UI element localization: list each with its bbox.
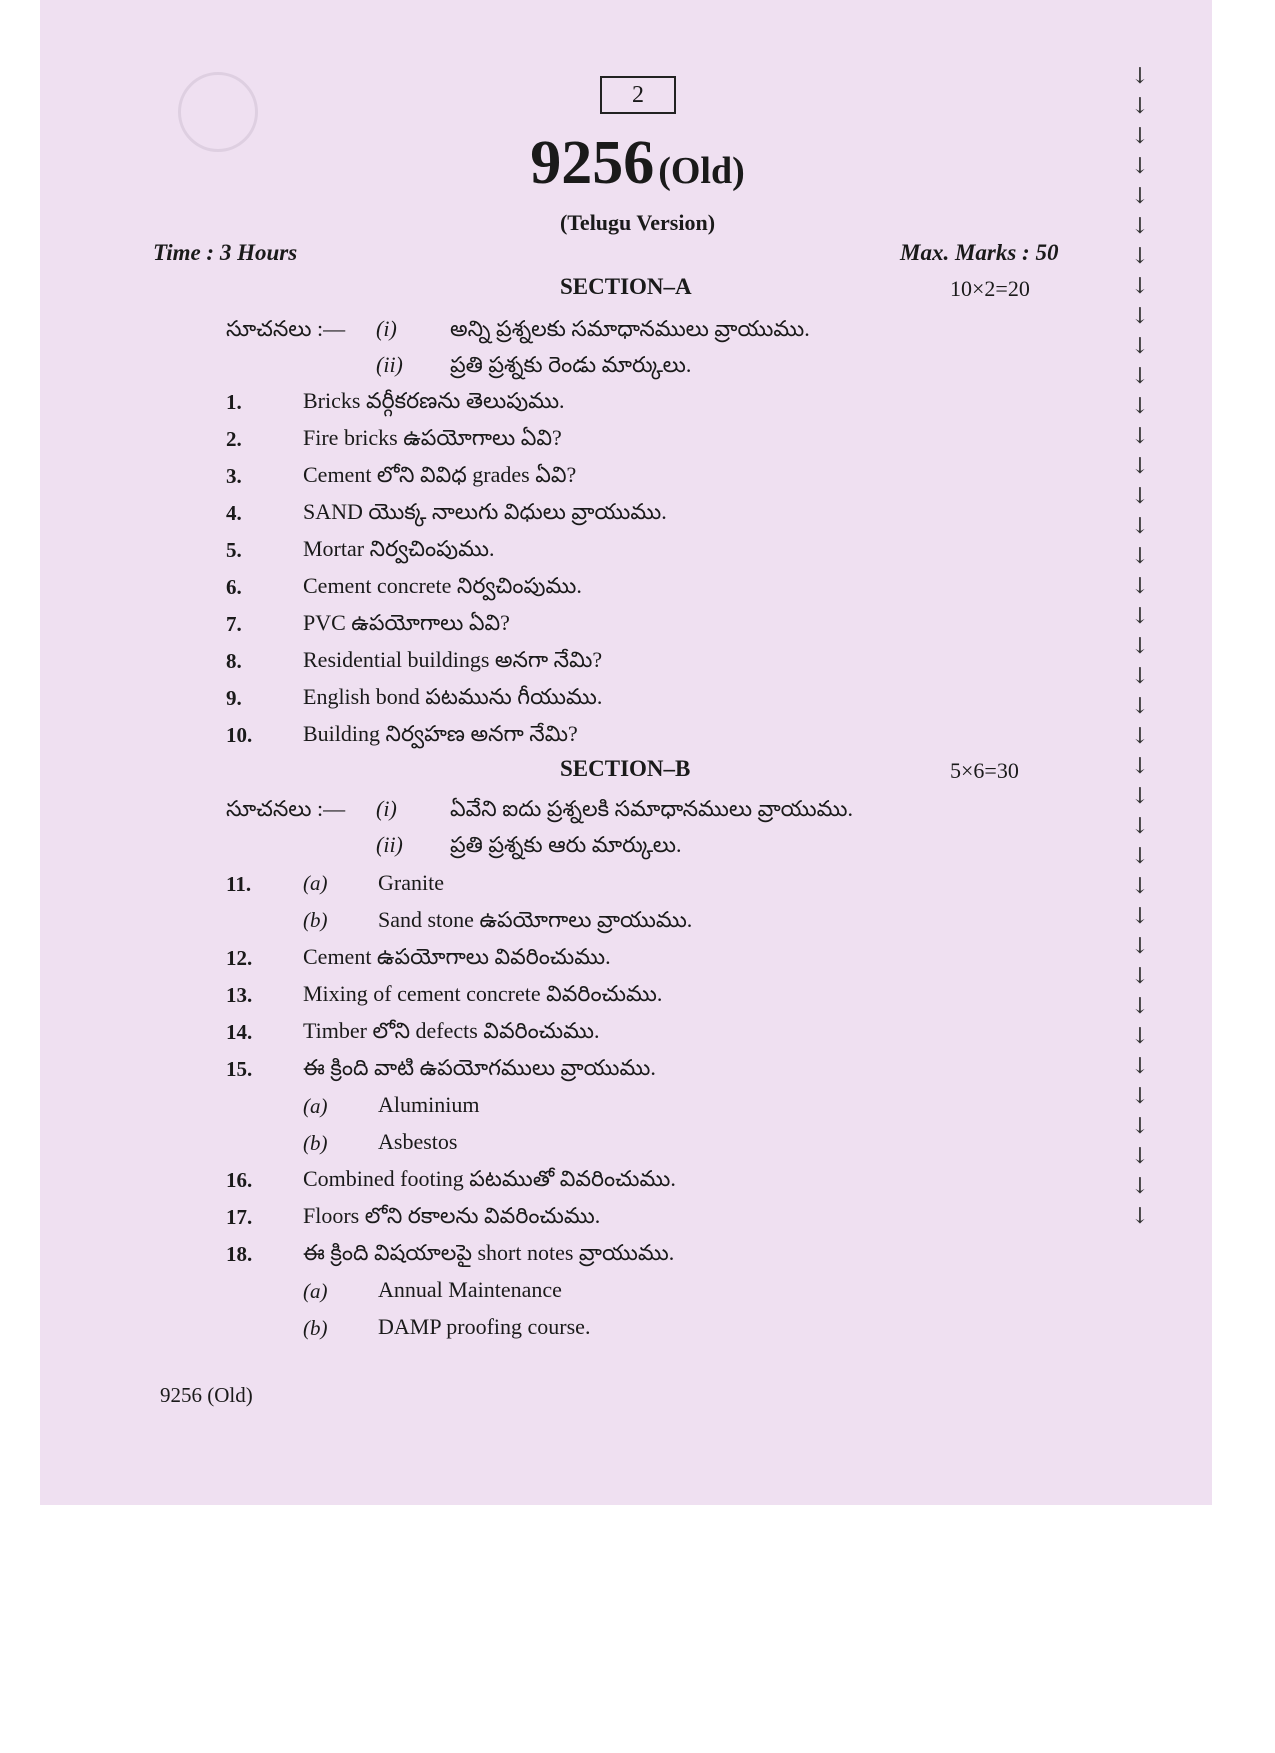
question-number: 6. <box>226 575 242 599</box>
down-arrow-icon: ↓ <box>1130 874 1150 899</box>
section-a-note-label: సూచనలు :— <box>226 316 346 341</box>
question-number: 14. <box>226 1020 253 1044</box>
section-b-note-text: ఏవేని ఐదు ప్రశ్నలకి సమాధానములు వ్రాయుము. <box>450 796 853 821</box>
down-arrow-icon: ↓ <box>1130 664 1150 689</box>
down-arrow-icon: ↓ <box>1130 184 1150 209</box>
down-arrow-icon: ↓ <box>1130 1054 1150 1079</box>
down-arrow-icon: ↓ <box>1130 544 1150 569</box>
down-arrow-icon: ↓ <box>1130 844 1150 869</box>
down-arrow-icon: ↓ <box>1130 154 1150 179</box>
down-arrow-icon: ↓ <box>1130 424 1150 449</box>
down-arrow-icon: ↓ <box>1130 754 1150 779</box>
question-text: Cement లోని వివిధ grades ఏవి? <box>303 462 577 487</box>
section-a-marks: 10×2=20 <box>950 276 1030 301</box>
down-arrow-icon: ↓ <box>1130 274 1150 299</box>
down-arrow-icon: ↓ <box>1130 394 1150 419</box>
section-a-title: SECTION–A <box>560 274 692 299</box>
question-number: 8. <box>226 649 242 673</box>
paper-code-title <box>0 128 1275 199</box>
down-arrow-icon: ↓ <box>1130 724 1150 749</box>
question-text: SAND యొక్క నాలుగు విధులు వ్రాయుము. <box>303 499 667 524</box>
down-arrow-icon: ↓ <box>1130 994 1150 1019</box>
section-a-note-text: ప్రతి ప్రశ్నకు రెండు మార్కులు. <box>450 352 692 377</box>
sub-text: Annual Maintenance <box>378 1277 562 1302</box>
sub-text: Granite <box>378 870 444 895</box>
question-text: ఈ క్రింది వాటి ఉపయోగములు వ్రాయుము. <box>303 1055 656 1080</box>
down-arrow-icon: ↓ <box>1130 1144 1150 1169</box>
down-arrow-icon: ↓ <box>1130 304 1150 329</box>
down-arrow-icon: ↓ <box>1130 454 1150 479</box>
sub-text: DAMP proofing course. <box>378 1314 591 1339</box>
down-arrow-icon: ↓ <box>1130 484 1150 509</box>
question-number: 18. <box>226 1242 253 1266</box>
question-text: ఈ క్రింది విషయాలపై short notes వ్రాయుము. <box>303 1240 675 1265</box>
page-number-box: 2 <box>600 76 676 114</box>
down-arrow-icon: ↓ <box>1130 934 1150 959</box>
down-arrow-icon: ↓ <box>1130 1174 1150 1199</box>
down-arrow-icon: ↓ <box>1130 634 1150 659</box>
time-label: Time : 3 Hours <box>153 240 298 265</box>
sub-label: (b) <box>303 908 328 932</box>
section-a-note-num: (ii) <box>376 352 403 377</box>
question-number: 10. <box>226 723 253 747</box>
section-b-note-label: సూచనలు :— <box>226 796 346 821</box>
question-text: Timber లోని defects వివరించుము. <box>303 1018 600 1043</box>
question-number: 9. <box>226 686 242 710</box>
footer-code: 9256 (Old) <box>160 1383 253 1407</box>
question-number: 4. <box>226 501 242 525</box>
down-arrow-icon: ↓ <box>1130 214 1150 239</box>
down-arrow-icon: ↓ <box>1130 574 1150 599</box>
question-text: Building నిర్వహణ అనగా నేమి? <box>303 721 578 746</box>
down-arrow-icon: ↓ <box>1130 124 1150 149</box>
down-arrow-icon: ↓ <box>1130 964 1150 989</box>
question-number: 1. <box>226 390 242 414</box>
down-arrow-icon: ↓ <box>1130 244 1150 269</box>
down-arrow-icon: ↓ <box>1130 94 1150 119</box>
margin-arrows <box>1128 62 1152 1232</box>
down-arrow-icon: ↓ <box>1130 1084 1150 1109</box>
down-arrow-icon: ↓ <box>1130 1204 1150 1229</box>
question-number: 11. <box>226 872 252 896</box>
down-arrow-icon: ↓ <box>1130 904 1150 929</box>
sub-text: Sand stone ఉపయోగాలు వ్రాయుము. <box>378 907 693 932</box>
question-text: Mixing of cement concrete వివరించుము. <box>303 981 663 1006</box>
paper-code: 9256 <box>530 129 655 197</box>
question-text: Floors లోని రకాలను వివరించుము. <box>303 1203 601 1228</box>
question-text: Combined footing పటముతో వివరించుము. <box>303 1166 676 1191</box>
question-text: Mortar నిర్వచింపుము. <box>303 536 495 561</box>
section-b-title: SECTION–B <box>560 756 691 781</box>
question-text: Cement concrete నిర్వచింపుము. <box>303 573 582 598</box>
sub-label: (a) <box>303 871 328 895</box>
version-label: (Telugu Version) <box>559 210 716 235</box>
question-number: 7. <box>226 612 242 636</box>
question-number: 12. <box>226 946 253 970</box>
question-number: 13. <box>226 983 253 1007</box>
section-b-note-text: ప్రతి ప్రశ్నకు ఆరు మార్కులు. <box>450 832 682 857</box>
question-number: 15. <box>226 1057 253 1081</box>
down-arrow-icon: ↓ <box>1130 1114 1150 1139</box>
question-text: English bond పటమును గీయుము. <box>303 684 603 709</box>
question-number: 17. <box>226 1205 253 1229</box>
down-arrow-icon: ↓ <box>1130 64 1150 89</box>
question-text: Bricks వర్గీకరణను తెలుపుము. <box>303 388 565 413</box>
down-arrow-icon: ↓ <box>1130 694 1150 719</box>
question-text: Residential buildings అనగా నేమి? <box>303 647 603 672</box>
question-number: 16. <box>226 1168 253 1192</box>
question-text: Fire bricks ఉపయోగాలు ఏవి? <box>303 425 562 450</box>
section-b-note-num: (i) <box>376 796 397 821</box>
sub-label: (a) <box>303 1279 328 1303</box>
down-arrow-icon: ↓ <box>1130 334 1150 359</box>
down-arrow-icon: ↓ <box>1130 604 1150 629</box>
down-arrow-icon: ↓ <box>1130 514 1150 539</box>
question-number: 3. <box>226 464 242 488</box>
sub-label: (a) <box>303 1094 328 1118</box>
paper-variant: (Old) <box>658 150 745 192</box>
section-a-note-text: అన్ని ప్రశ్నలకు సమాధానములు వ్రాయుము. <box>450 316 810 341</box>
down-arrow-icon: ↓ <box>1130 814 1150 839</box>
section-b-marks: 5×6=30 <box>950 758 1019 783</box>
sub-text: Asbestos <box>378 1129 458 1154</box>
question-number: 5. <box>226 538 242 562</box>
section-a-note-num: (i) <box>376 316 397 341</box>
question-number: 2. <box>226 427 242 451</box>
max-marks-label: Max. Marks : 50 <box>900 240 1059 265</box>
question-text: Cement ఉపయోగాలు వివరించుము. <box>303 944 611 969</box>
section-b-note-num: (ii) <box>376 832 403 857</box>
sub-text: Aluminium <box>378 1092 480 1117</box>
sub-label: (b) <box>303 1131 328 1155</box>
sub-label: (b) <box>303 1316 328 1340</box>
question-text: PVC ఉపయోగాలు ఏవి? <box>303 610 510 635</box>
down-arrow-icon: ↓ <box>1130 364 1150 389</box>
down-arrow-icon: ↓ <box>1130 1024 1150 1049</box>
down-arrow-icon: ↓ <box>1130 784 1150 809</box>
